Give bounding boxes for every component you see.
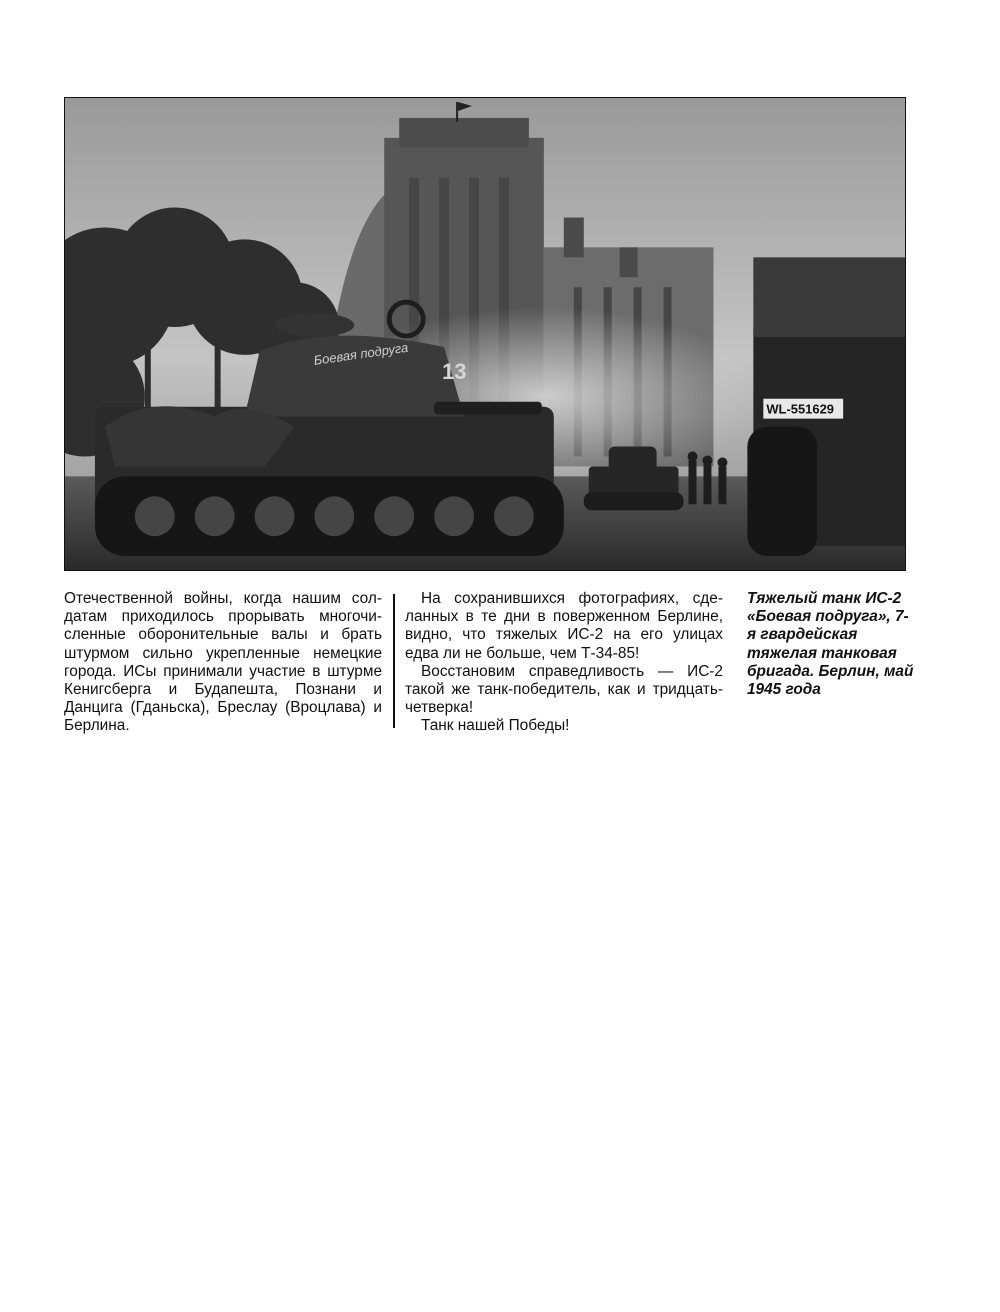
article-column-middle	[405, 590, 723, 736]
article-paragraph: Восстановим справедливость — ИС-2 такой же танк-победитель, как и тридцатьчетверка!	[405, 662, 723, 717]
article-column-left	[64, 590, 382, 736]
truck-wheel	[747, 427, 817, 556]
truck	[747, 257, 905, 556]
article-paragraph: На сохранившихся фотографиях, сделанных в те дни в поверженном Берлине, видно, что тяжелых ИС-2 на его улицах едва ли не больше, чем Т-34-85!	[405, 590, 723, 662]
gun-barrel	[434, 402, 542, 415]
column-divider	[393, 594, 395, 728]
tank-inscription: Боевая подруга	[312, 339, 410, 368]
soldiers	[688, 452, 728, 505]
photo-illustration	[65, 98, 905, 570]
article-paragraph: Танк нашей Победы!	[421, 717, 570, 735]
tank-number: 13	[442, 358, 467, 384]
photo-caption: Тяжелый танк ИС-2 «Боевая подруга», 7-я гвардейская тяжелая танковая бригада. Берлин, май 1945 года	[747, 590, 914, 699]
article-paragraph: Отечественной войны, когда нашим солдатам приходилось прорывать многочисленные оборонительные валы и брать штурмом сильно укрепленные немецкие города. ИСы принимали участие в штурме Кенигсберга и Будапешта, Познани и Данцига (Гданьска), Бреслау (Вроцлава) и Берлина.	[64, 590, 382, 735]
photo-tank-berlin	[64, 97, 906, 571]
license-plate-text: WL-551629	[766, 401, 834, 417]
